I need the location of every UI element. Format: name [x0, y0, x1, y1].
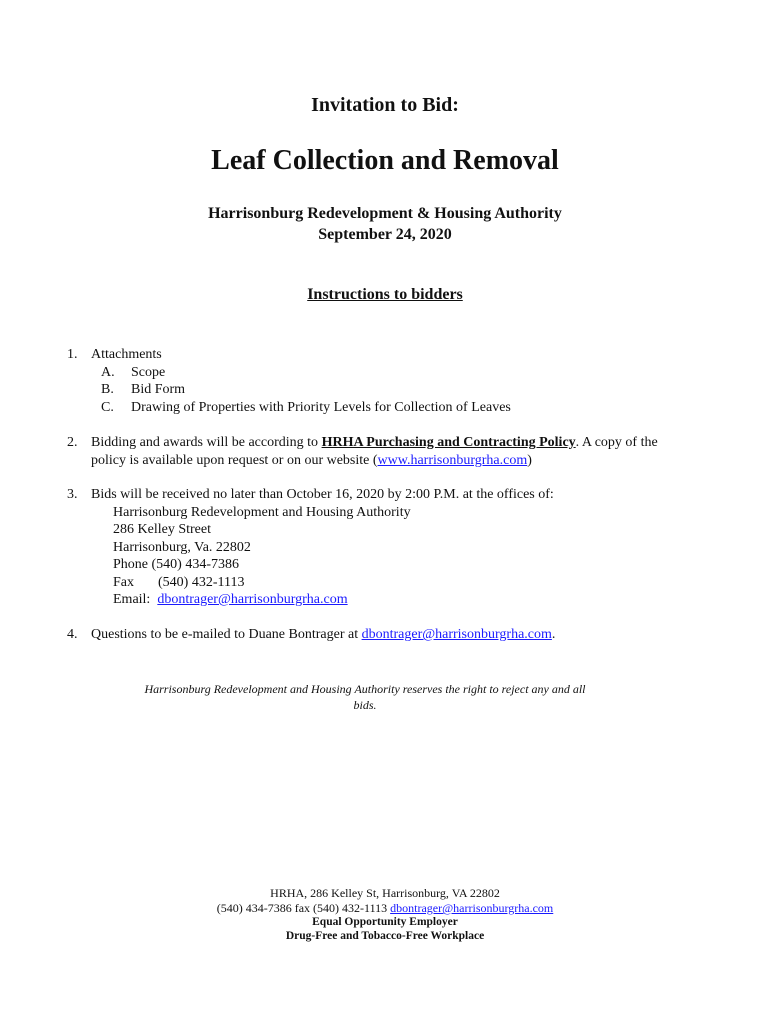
- item-3-number: 3.: [67, 487, 78, 502]
- item-4-text: [91, 626, 555, 644]
- item-3-text: Bids will be received no later than October 16, 2020 by 2:00 P.M. at the offices of:: [91, 487, 554, 502]
- email-label: Email:: [113, 592, 151, 607]
- item-2-text-before: Bidding and awards will be according to: [91, 435, 322, 450]
- footer-eoe: Equal Opportunity Employer: [312, 916, 458, 928]
- subitem-c-text: Drawing of Properties with Priority Levels for Collection of Leaves: [131, 400, 511, 415]
- address-line-1: Harrisonburg Redevelopment and Housing Authority: [113, 505, 411, 520]
- address-line-3: Harrisonburg, Va. 22802: [113, 540, 251, 555]
- website-link[interactable]: www.harrisonburgrha.com: [377, 453, 528, 468]
- subitem-b-letter: B.: [101, 382, 114, 397]
- address-line-2: 286 Kelley Street: [113, 522, 211, 537]
- address-fax-value: (540) 432-1113: [158, 575, 245, 590]
- instructions-title-text: Instructions to bidders: [307, 286, 463, 303]
- disclaimer-line-2: bids.: [353, 698, 377, 712]
- address-phone: Phone (540) 434-7386: [113, 557, 239, 572]
- email-link[interactable]: dbontrager@harrisonburgrha.com: [157, 592, 348, 607]
- footer-email-link[interactable]: dbontrager@harrisonburgrha.com: [390, 901, 554, 915]
- document-heading: Invitation to Bid:: [311, 94, 459, 116]
- subitem-a-letter: A.: [101, 365, 115, 380]
- item-2-line-1: [91, 434, 658, 452]
- footer-workplace: Drug-Free and Tobacco-Free Workplace: [285, 930, 485, 942]
- item-4-text-before: Questions to be e-mailed to Duane Bontrager at: [91, 627, 362, 642]
- item-2-text-after: . A copy of the: [575, 435, 658, 450]
- item-2-line-2: [91, 452, 532, 470]
- item-2-line2-before: policy is available upon request or on our website (: [91, 453, 378, 468]
- disclaimer: [140, 681, 590, 713]
- address-fax-label: Fax: [113, 575, 134, 590]
- questions-email-link[interactable]: dbontrager@harrisonburgrha.com: [361, 627, 552, 642]
- footer-address: HRHA, 286 Kelley St, Harrisonburg, VA 22802: [270, 886, 500, 900]
- document-date: September 24, 2020: [318, 226, 452, 243]
- document-title: Leaf Collection and Removal: [211, 145, 559, 176]
- subitem-a-text: Scope: [131, 365, 166, 380]
- subitem-c-letter: C.: [101, 400, 114, 415]
- item-4-number: 4.: [67, 627, 78, 642]
- item-2-line2-after: ): [527, 453, 532, 468]
- policy-link[interactable]: HRHA Purchasing and Contracting Policy: [321, 435, 576, 450]
- footer-contact-prefix: (540) 434-7386 fax (540) 432-1113: [216, 901, 391, 915]
- address-email: [113, 591, 348, 609]
- subitem-b-text: Bid Form: [131, 382, 186, 397]
- disclaimer-line-1: Harrisonburg Redevelopment and Housing Authority reserves the right to reject any and all: [144, 682, 586, 696]
- instructions-title: [0, 286, 770, 304]
- item-1-label: Attachments: [91, 347, 162, 362]
- organization-name: Harrisonburg Redevelopment & Housing Authority: [208, 205, 562, 222]
- item-4-text-after: .: [551, 627, 556, 642]
- item-2-number: 2.: [67, 435, 78, 450]
- footer-contact: [0, 901, 770, 916]
- item-1-number: 1.: [67, 347, 78, 362]
